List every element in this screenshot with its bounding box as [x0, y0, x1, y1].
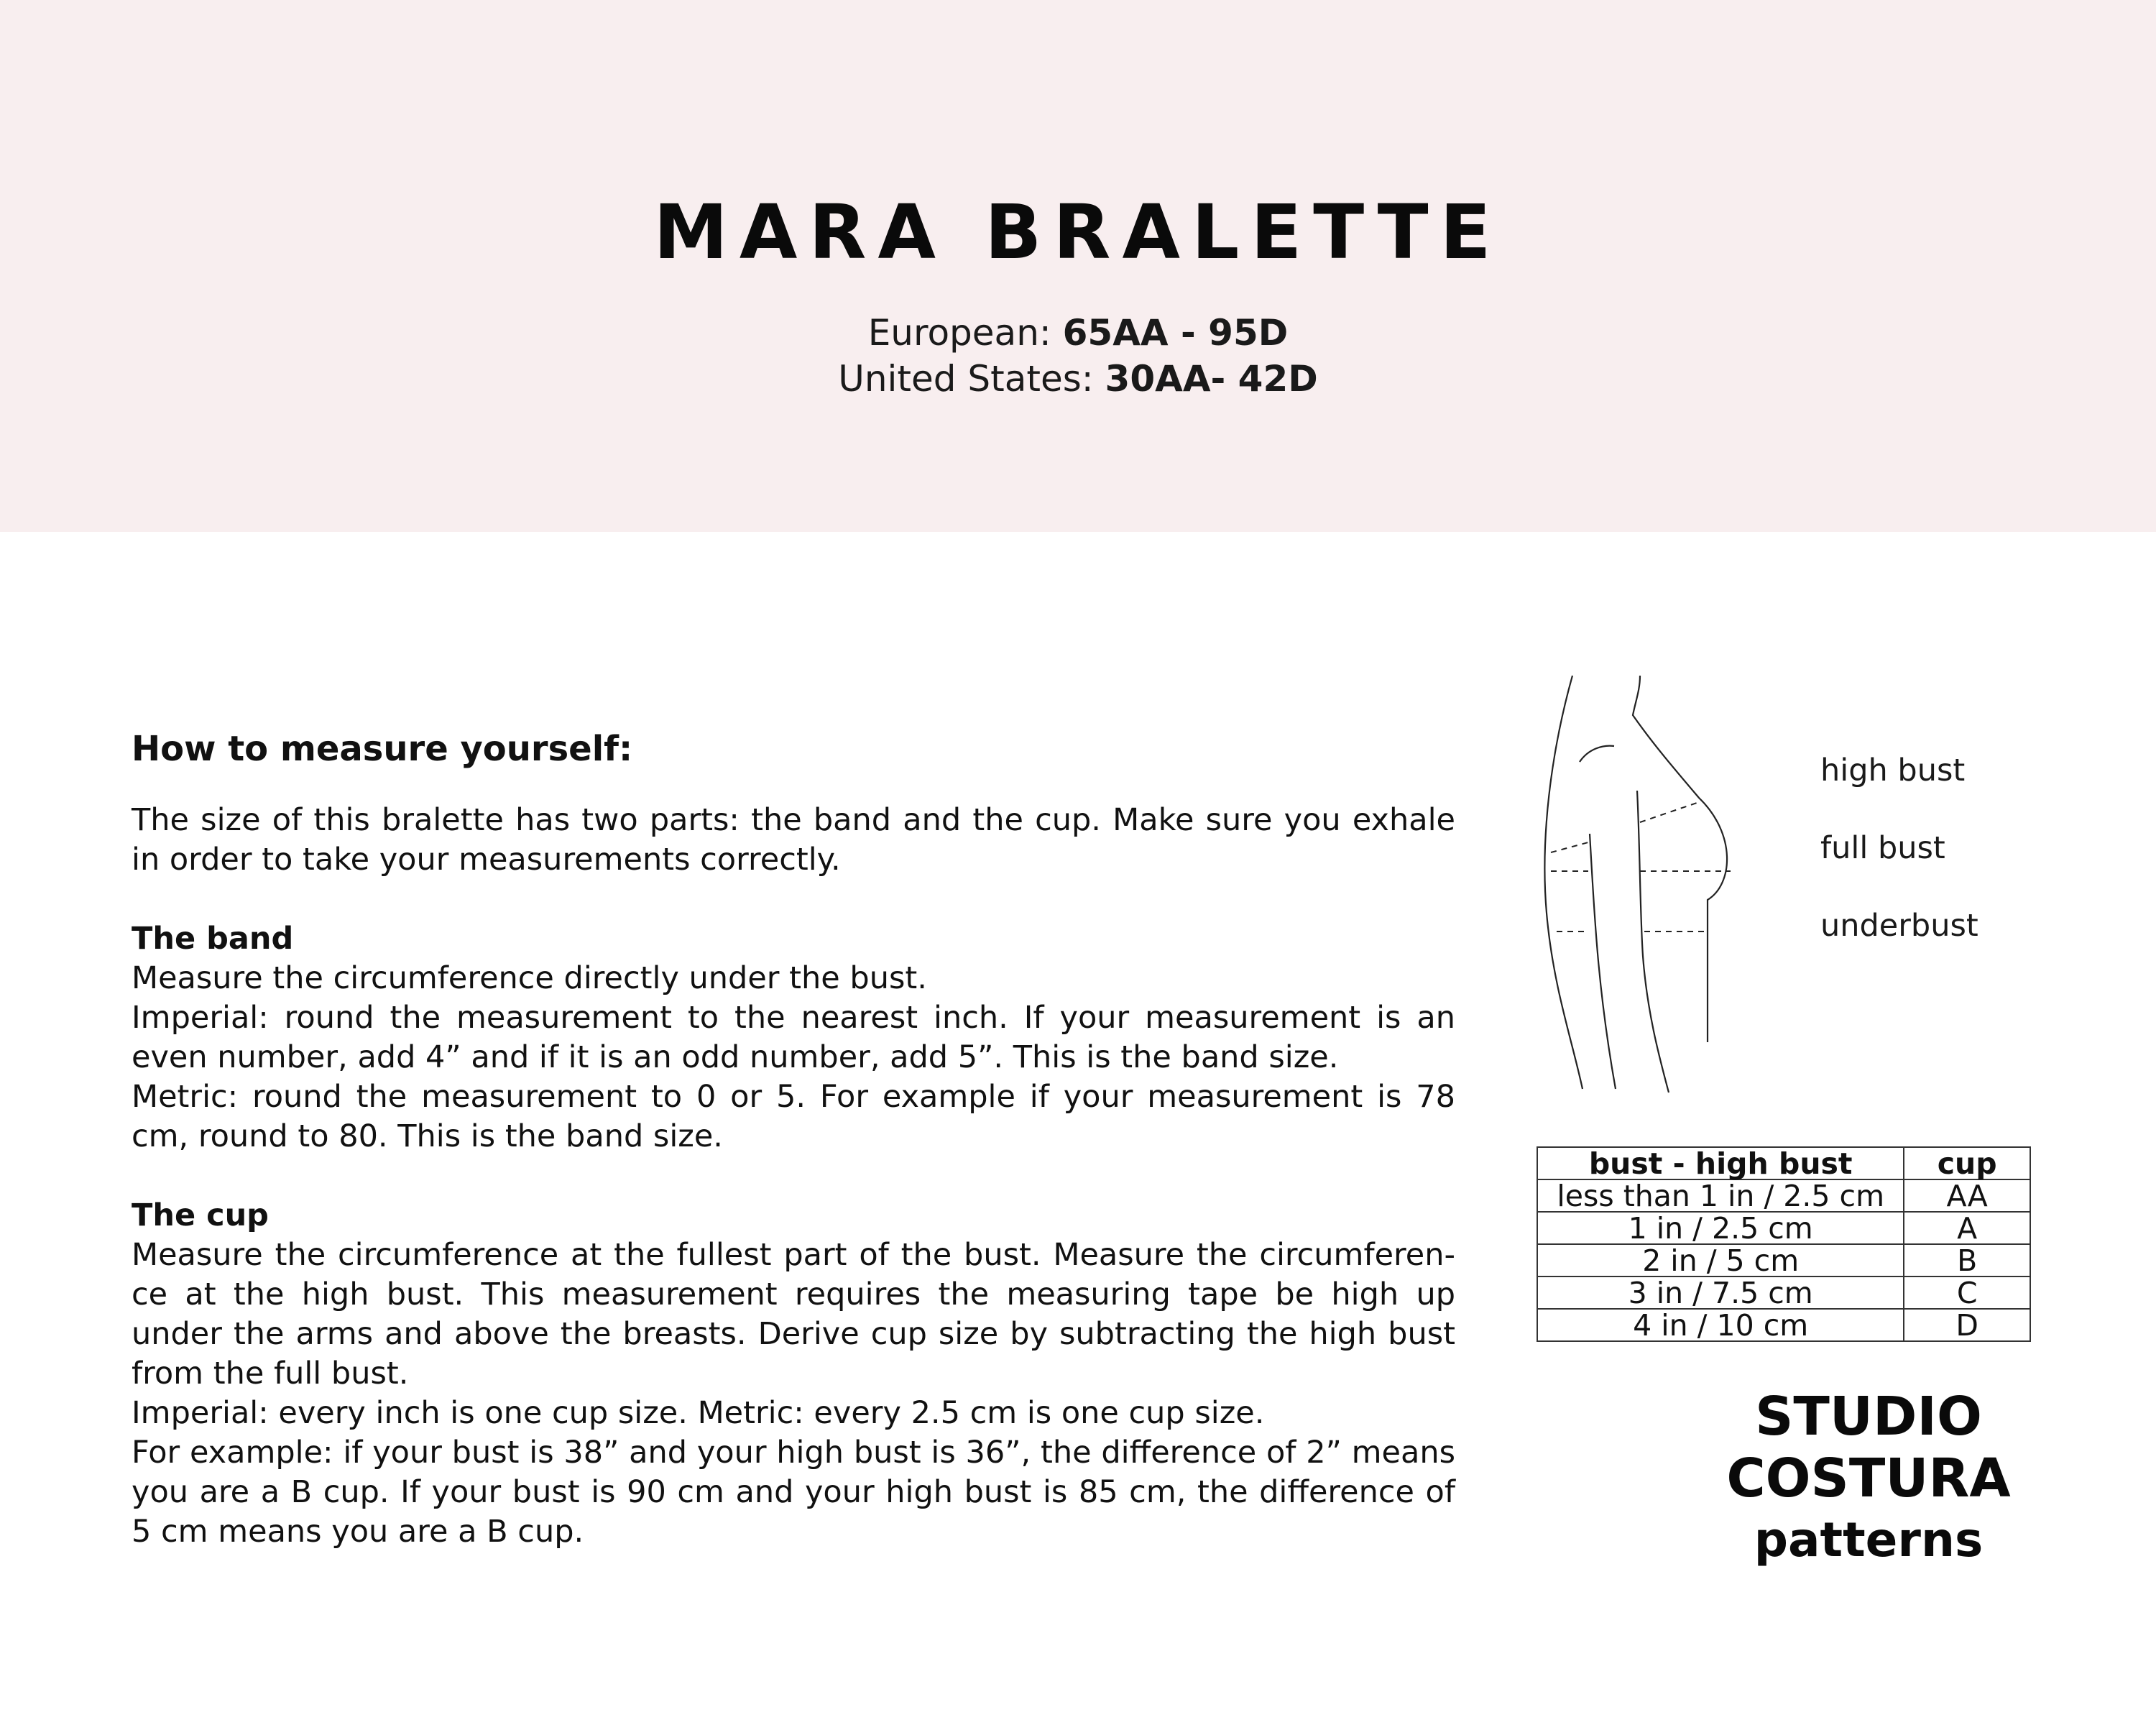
table-cell-cup: B [1904, 1244, 2030, 1276]
band-metric-text: Metric: round the measurement to 0 or 5. For example if your measurement is 78 cm, round to 80. This is the band size. [132, 1079, 1455, 1154]
table-row [1537, 1276, 2030, 1309]
table-row [1537, 1212, 2030, 1244]
table-cell-cup: D [1904, 1309, 2030, 1341]
body-profile-illustration [1531, 668, 1746, 1107]
table-header-row [1537, 1147, 2030, 1179]
table-cell-difference: 1 in / 2.5 cm [1537, 1212, 1904, 1244]
table-header-difference: bust - high bust [1537, 1147, 1904, 1179]
intro-paragraph: The size of this bralette has two parts: the band and the cup. Make sure you exhale in order to take your measurements correctly. [132, 802, 1455, 878]
table-cell-cup: A [1904, 1212, 2030, 1244]
brand-logo [1689, 1386, 2048, 1571]
table-cell-difference: 2 in / 5 cm [1537, 1244, 1904, 1276]
table-header-cup: cup [1904, 1147, 2030, 1179]
brand-line-studio: STUDIO [1755, 1386, 1982, 1448]
european-label: European: [867, 312, 1051, 354]
cup-example-text: For example: if your bust is 38” and your high bust is 36”, the difference of 2” means you are a B cup. If your bust is 90 cm and your high bust is 85 cm, the difference of 5 cm means you are a B cup. [132, 1435, 1455, 1550]
cup-size-table [1537, 1146, 2031, 1342]
band-measure-text: Measure the circumference directly under the bust. [132, 960, 927, 996]
us-label: United States: [838, 358, 1094, 400]
table-row [1537, 1179, 2030, 1212]
us-range-value: 30AA- 42D [1105, 358, 1318, 400]
band-heading: The band [132, 921, 294, 957]
us-size-range [0, 358, 2156, 400]
table-row [1537, 1309, 2030, 1341]
high-bust-label: high bust [1820, 753, 1966, 788]
brand-line-patterns: patterns [1754, 1512, 1984, 1568]
underbust-label: underbust [1820, 908, 1978, 944]
european-range-value: 65AA - 95D [1062, 312, 1289, 354]
table-cell-difference: less than 1 in / 2.5 cm [1537, 1179, 1904, 1212]
table-cell-difference: 4 in / 10 cm [1537, 1309, 1904, 1341]
measurement-instructions [132, 726, 1455, 1552]
table-cell-difference: 3 in / 7.5 cm [1537, 1276, 1904, 1309]
instructions-heading: How to measure yourself: [132, 729, 633, 769]
band-imperial-text: Imperial: round the measurement to the nearest inch. If your measurement is an even number, add 4” and if it is an odd number, add 5”. This is the band size. [132, 1000, 1455, 1075]
european-size-range [0, 312, 2156, 354]
spacer [132, 880, 1455, 919]
cup-rule-text: Imperial: every inch is one cup size. Metric: every 2.5 cm is one cup size. [132, 1395, 1265, 1431]
spacer [132, 1156, 1455, 1196]
cup-measure-text: Measure the circumference at the fullest part of the bust. Measure the circumferen-ce at the high bust. This measurement requires the measuring tape be high up under the arms and above the breasts. Derive cup size by subtracting the high bust from the full bust. [132, 1237, 1455, 1392]
cup-heading: The cup [132, 1197, 269, 1233]
full-bust-label: full bust [1820, 830, 1945, 866]
table-row [1537, 1244, 2030, 1276]
brand-line-costura: COSTURA [1726, 1448, 2011, 1509]
table-cell-cup: AA [1904, 1179, 2030, 1212]
page-title: MARA BRALETTE [653, 188, 1503, 276]
table-cell-cup: C [1904, 1276, 2030, 1309]
